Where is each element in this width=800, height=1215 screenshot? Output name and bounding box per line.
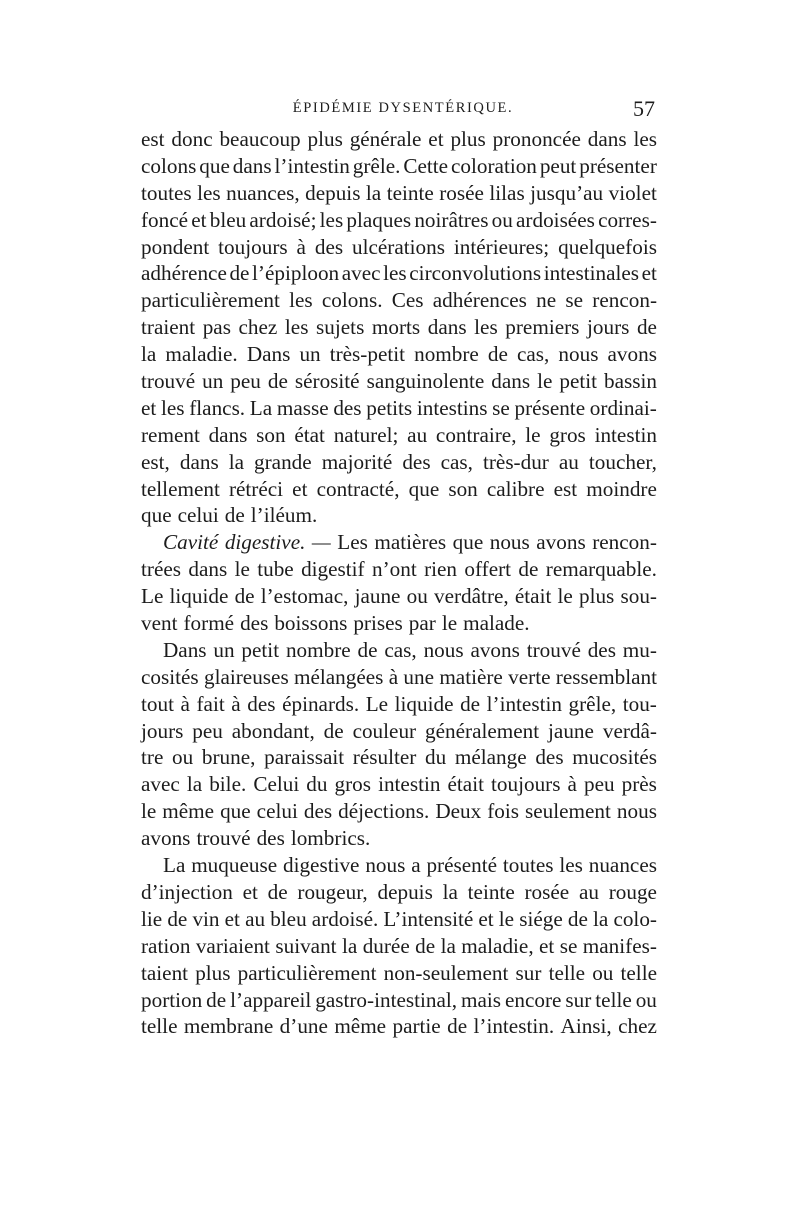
text-line: portion de l’appareil gastro-intestinal, mais encore sur telle ou xyxy=(141,987,657,1012)
text-line: Le liquide de l’estomac, jaune ou verdâtre, était le plus sou- xyxy=(141,584,657,609)
text-line: cosités glaireuses mélangées à une matière verte ressemblant xyxy=(141,664,657,689)
text-line: lie de vin et au bleu ardoisé. L’intensité et le siége de la colo- xyxy=(141,906,657,931)
text-line: et les flancs. La masse des petits intestins se présente ordinai- xyxy=(141,395,657,420)
text-line: colons que dans l’intestin grêle. Cette coloration peut présenter xyxy=(141,153,657,178)
text-line: vent formé des boissons prises par le malade. xyxy=(141,611,530,636)
book-page xyxy=(141,96,657,1040)
text-line: ration variaient suivant la durée de la maladie, et se manifes- xyxy=(141,933,657,958)
text-line: la maladie. Dans un très-petit nombre de cas, nous avons xyxy=(141,342,657,367)
text-line: est donc beaucoup plus générale et plus prononcée dans les xyxy=(141,127,657,151)
text-line: Dans un petit nombre de cas, nous avons trouvé des mu- xyxy=(163,637,657,662)
text-line: particulièrement les colons. Ces adhérences ne se rencon- xyxy=(141,288,657,313)
text-line: tre ou brune, paraissait résulter du mélange des mucosités xyxy=(141,745,657,770)
text-line: foncé et bleu ardoisé; les plaques noirâtres ou ardoisées corres- xyxy=(141,207,657,232)
text-line: rement dans son état naturel; au contraire, le gros intestin xyxy=(141,422,657,447)
text-line: adhérence de l’épiploon avec les circonvolutions intestinales et xyxy=(141,261,657,286)
text-line: traient pas chez les sujets morts dans les premiers jours de xyxy=(141,315,657,340)
body-text xyxy=(141,126,657,1040)
text-line: d’injection et de rougeur, depuis la teinte rosée au rouge xyxy=(141,879,657,904)
text-line: trouvé un peu de sérosité sanguinolente dans le petit bassin xyxy=(141,369,657,394)
running-head xyxy=(141,96,657,126)
running-title: ÉPIDÉMIE DYSENTÉRIQUE. xyxy=(292,100,514,116)
text-line: toutes les nuances, depuis la teinte rosée lilas jusqu’au violet xyxy=(141,180,657,205)
text-line: tout à fait à des épinards. Le liquide de l’intestin grêle, tou- xyxy=(141,691,657,716)
text-line: Cavité digestive. — Les matières que nous avons rencon- xyxy=(163,530,657,555)
text-line: La muqueuse digestive nous a présenté toutes les nuances xyxy=(163,853,657,878)
text-line: taient plus particulièrement non-seulement sur telle ou telle xyxy=(141,960,657,985)
text-line: est, dans la grande majorité des cas, très-dur au toucher, xyxy=(141,449,657,474)
text-line: pondent toujours à des ulcérations intérieures; quelquefois xyxy=(141,234,657,259)
text-line: jours peu abondant, de couleur généralement jaune verdâ- xyxy=(141,718,657,743)
text-line: avons trouvé des lombrics. xyxy=(141,826,371,851)
text-line: avec la bile. Celui du gros intestin était toujours à peu près xyxy=(141,772,657,797)
text-line: trées dans le tube digestif n’ont rien offert de remarquable. xyxy=(141,557,657,582)
text-line: le même que celui des déjections. Deux fois seulement nous xyxy=(141,799,657,824)
page-number: 57 xyxy=(633,96,655,121)
text-line: tellement rétréci et contracté, que son calibre est moindre xyxy=(141,476,657,501)
text-line: telle membrane d’une même partie de l’intestin. Ainsi, chez xyxy=(141,1014,657,1039)
text-line: que celui de l’iléum. xyxy=(141,503,318,528)
